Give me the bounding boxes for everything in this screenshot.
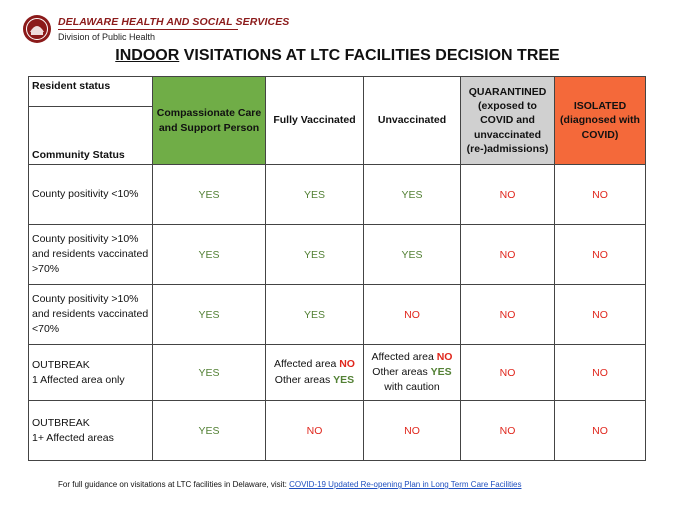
mixed-yes: YES — [333, 373, 355, 386]
page-title — [0, 47, 675, 65]
division-name: Division of Public Health — [58, 31, 156, 42]
col-unvaccinated: Unvaccinated — [364, 77, 461, 165]
cell-value: YES — [153, 345, 266, 401]
cell-value: NO — [364, 401, 461, 461]
cell-value: NO — [461, 285, 555, 345]
cell-value: YES — [266, 165, 364, 225]
cell-value: YES — [266, 225, 364, 285]
col-quarantined: QUARANTINED (exposed to COVID and unvaccinated (re-)admissions) — [461, 77, 555, 165]
dhss-seal-icon — [22, 14, 52, 44]
row-label-line2: 1+ Affected areas — [32, 431, 114, 444]
footer-text: For full guidance on visitations at LTC facilities in Delaware, visit: — [58, 480, 290, 489]
row-label — [29, 345, 153, 401]
table-row — [29, 401, 646, 461]
mixed-text: Affected area — [371, 350, 437, 363]
col-isolated: ISOLATED (diagnosed with COVID) — [555, 77, 646, 165]
table-row — [29, 225, 646, 285]
cell-value: NO — [555, 165, 646, 225]
cell-value: NO — [555, 345, 646, 401]
mixed-yes: YES — [430, 365, 452, 378]
cell-mixed — [364, 345, 461, 401]
row-label-line2: 1 Affected area only — [32, 373, 125, 386]
cell-value: NO — [266, 401, 364, 461]
mixed-line: with caution — [384, 381, 440, 394]
cell-value: YES — [153, 401, 266, 461]
cell-value: YES — [153, 285, 266, 345]
mixed-text: Affected area — [274, 358, 340, 371]
header-row-top — [29, 77, 646, 107]
cell-value: NO — [555, 225, 646, 285]
cell-value: NO — [461, 165, 555, 225]
cell-value: YES — [364, 165, 461, 225]
org-name: DELAWARE HEALTH AND SOCIAL SERVICES — [58, 15, 290, 28]
header — [22, 12, 289, 46]
row-label: County positivity >10% and residents vaccinated <70% — [29, 285, 153, 345]
row-label-line1: OUTBREAK — [32, 358, 90, 371]
mixed-no: NO — [339, 358, 355, 371]
org-block — [58, 16, 289, 42]
corner-community-status: Community Status — [29, 107, 153, 165]
row-label: County positivity >10% and residents vaccinated >70% — [29, 225, 153, 285]
footer — [58, 480, 521, 489]
col-compassionate-care: Compassionate Care and Support Person — [153, 77, 266, 165]
corner-resident-status: Resident status — [29, 77, 153, 107]
decision-tree-table — [28, 76, 646, 461]
cell-mixed — [266, 345, 364, 401]
mixed-no: NO — [436, 350, 453, 363]
cell-value: NO — [364, 285, 461, 345]
org-divider — [58, 29, 238, 30]
cell-value: NO — [461, 345, 555, 401]
cell-value: NO — [555, 285, 646, 345]
table-row — [29, 165, 646, 225]
cell-value: YES — [364, 225, 461, 285]
row-label-line1: OUTBREAK — [32, 416, 90, 429]
cell-value: YES — [153, 225, 266, 285]
col-fully-vaccinated: Fully Vaccinated — [266, 77, 364, 165]
cell-value: YES — [266, 285, 364, 345]
cell-value: NO — [461, 401, 555, 461]
table-row — [29, 285, 646, 345]
table-row — [29, 345, 646, 401]
row-label: County positivity <10% — [29, 165, 153, 225]
cell-value: NO — [555, 401, 646, 461]
mixed-text: Other areas — [274, 373, 334, 386]
title-rest: VISITATIONS AT LTC FACILITIES DECISION TREE — [179, 47, 560, 64]
row-label — [29, 401, 153, 461]
title-underlined: INDOOR — [115, 47, 180, 64]
mixed-line — [269, 357, 360, 372]
reopening-plan-link[interactable]: COVID-19 Updated Re-opening Plan in Long Term Care Facilities — [289, 480, 522, 489]
mixed-text: Other areas — [372, 365, 431, 378]
mixed-line — [367, 350, 457, 365]
cell-value: YES — [153, 165, 266, 225]
mixed-line — [367, 365, 457, 380]
mixed-line — [269, 373, 360, 388]
cell-value: NO — [461, 225, 555, 285]
